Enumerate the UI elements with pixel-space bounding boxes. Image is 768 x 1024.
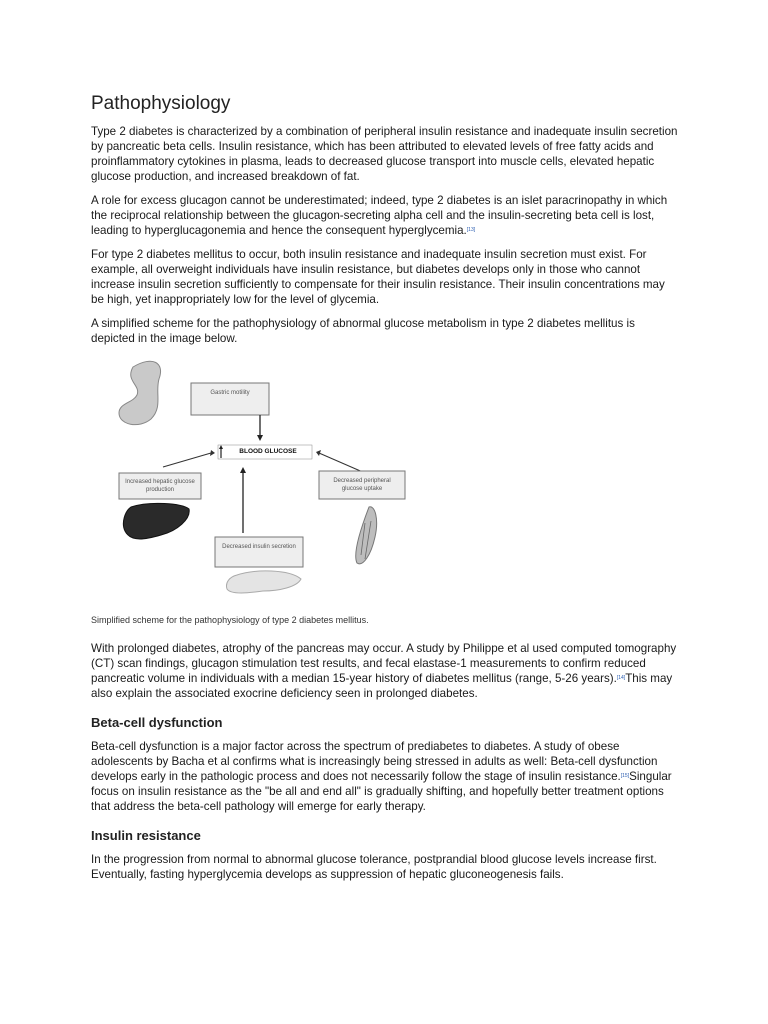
- arrow-left: [163, 453, 211, 467]
- pathophysiology-figure: [103, 355, 413, 603]
- blood-glucose-label: BLOOD GLUCOSE: [239, 448, 297, 455]
- paragraph-2: [91, 193, 679, 238]
- paragraph-7: In the progression from normal to abnormal glucose tolerance, postprandial blood glucose levels increase first. Eventually, fasting hyperglycemia develops as suppression of hepatic gluconeogenesis fails.: [91, 853, 657, 881]
- paragraph-5-text-a: With prolonged diabetes, atrophy of the pancreas may occur. A study by Philippe et al used computed tomography (CT) scan findings, glucagon stimulation test results, and fecal elastase-1 measurements to confirm reduced pancreatic volume in individuals with a median 15-year history of diabetes mellitus (range, 5-26 years).: [91, 642, 677, 685]
- reference-link-13[interactable]: [13]: [466, 227, 476, 233]
- stomach-illustration: [119, 361, 161, 424]
- paragraph-1: Type 2 diabetes is characterized by a combination of peripheral insulin resistance and inadequate insulin secretion by pancreatic beta cells. Insulin resistance, which has been attributed to elevated levels of free fatty acids and proinflammatory cytokines in plasma, leads to decreased glucose transport into muscle cells, elevated hepatic glucose production, and increased breakdown of fat.: [91, 125, 678, 183]
- paragraph-6-text-b: Singular focus on insulin resistance as the "be all and end all" is gradually shifting, and hopefully better treatment options that address the beta-cell pathology will emerge for early therapy.: [91, 770, 672, 813]
- page-title: Pathophysiology: [91, 93, 231, 114]
- muscle-illustration: [356, 507, 377, 564]
- bottom-box: [215, 537, 303, 567]
- top-box-label: Gastric motility: [210, 390, 250, 396]
- paragraph-6-text-a: Beta-cell dysfunction is a major factor across the spectrum of prediabetes to diabetes. A study of obese adolescents by Bacha et al confirms what is increasingly being stressed in adults as well: Beta-cell dysfunction develops early in the pathologic process and does not necessarily follow the stage of insulin resistance.: [91, 740, 658, 783]
- reference-link-14[interactable]: [14]: [616, 675, 626, 681]
- right-box-label: Decreased peripheral glucose uptake: [333, 478, 391, 492]
- paragraph-3: For type 2 diabetes mellitus to occur, both insulin resistance and inadequate insulin secretion must exist. For example, all overweight individuals have insulin resistance, but diabetes develops only in those who cannot increase insulin secretion sufficiently to compensate for their insulin resistance. Their insulin concentrations may be high, yet inappropriately low for the level of glycemia.: [91, 248, 665, 306]
- paragraph-5: [91, 641, 679, 701]
- paragraph-6: [91, 739, 679, 814]
- paragraph-4: A simplified scheme for the pathophysiology of abnormal glucose metabolism in type 2 diabetes mellitus is depicted in the image below.: [91, 317, 635, 345]
- paragraph-2-text: A role for excess glucagon cannot be underestimated; indeed, type 2 diabetes is an islet paracrinopathy in which the reciprocal relationship between the glucagon-secreting alpha cell and the insulin-secreting beta cell is lost, leading to hyperglucagonemia and hence the consequent hyperglycemia.: [91, 194, 668, 237]
- arrow-right: [319, 453, 365, 473]
- reference-link-15[interactable]: [15]: [620, 773, 630, 779]
- insulin-resistance-heading: Insulin resistance: [91, 828, 201, 843]
- bottom-box-label: Decreased insulin secretion: [222, 544, 296, 550]
- paragraph-5-text-b: This may also explain the associated exocrine deficiency seen in prolonged diabetes.: [91, 672, 673, 700]
- left-box-label: Increased hepatic glucose production: [125, 479, 195, 493]
- liver-illustration: [123, 503, 189, 539]
- figure-caption: Simplified scheme for the pathophysiology of type 2 diabetes mellitus.: [91, 615, 369, 625]
- beta-cell-heading: Beta-cell dysfunction: [91, 715, 223, 730]
- top-box: [191, 383, 269, 415]
- article: [91, 93, 679, 891]
- pancreas-illustration: [226, 571, 301, 593]
